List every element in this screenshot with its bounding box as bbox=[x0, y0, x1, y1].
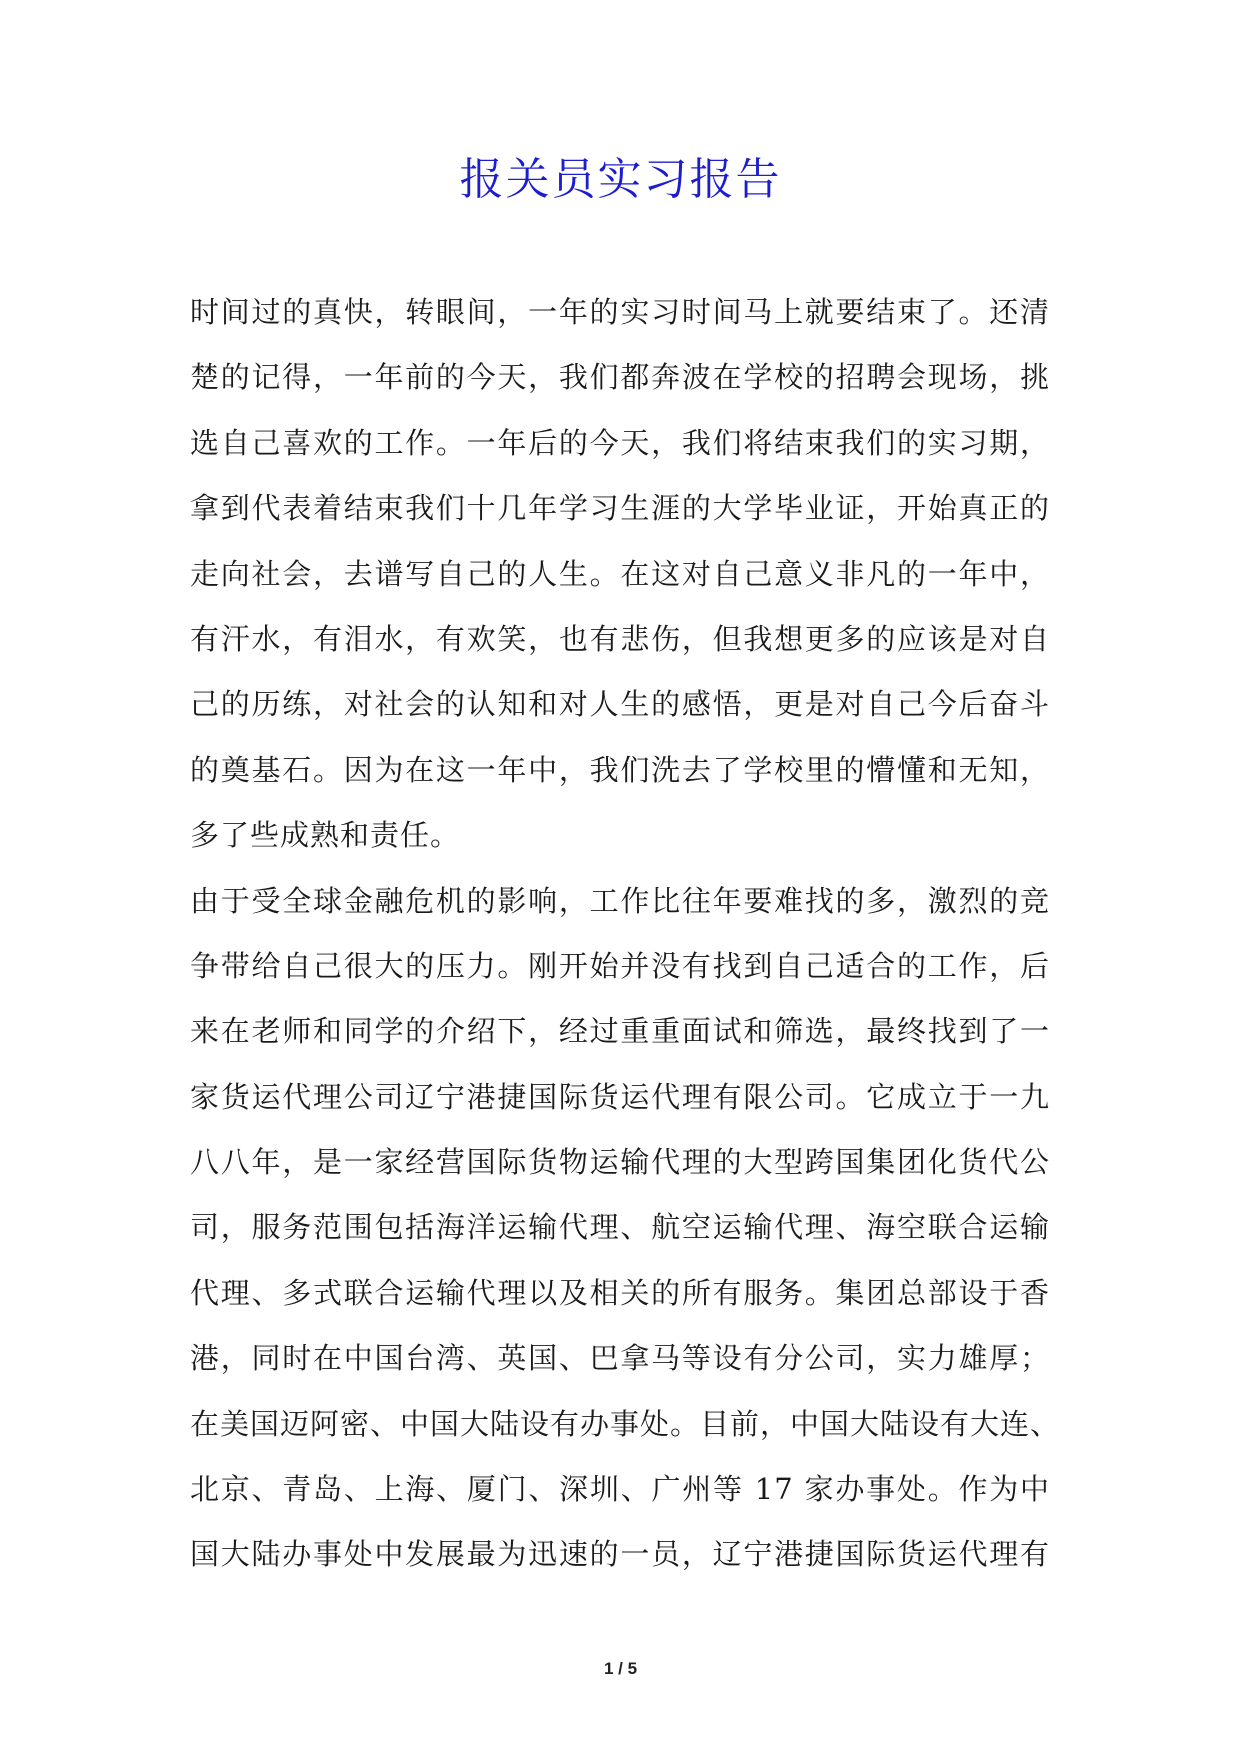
text-line: 代理、多式联合运输代理以及相关的所有服务。集团总部设于香 bbox=[190, 1275, 1050, 1310]
text-line: 八八年，是一家经营国际货物运输代理的大型跨国集团化货代公 bbox=[190, 1145, 1050, 1180]
text-line: 楚的记得，一年前的今天，我们都奔波在学校的招聘会现场，挑 bbox=[190, 360, 1050, 395]
text-line: 国大陆办事处中发展最为迅速的一员，辽宁港捷国际货运代理有 bbox=[190, 1537, 1050, 1572]
paragraph-2 bbox=[190, 869, 1061, 1588]
page-number: 1 / 5 bbox=[603, 1659, 638, 1678]
text-line: 港，同时在中国台湾、英国、巴拿马等设有分公司，实力雄厚； bbox=[190, 1341, 1050, 1376]
text-line: 拿到代表着结束我们十几年学习生涯的大学毕业证，开始真正的 bbox=[190, 491, 1050, 526]
text-line: 家货运代理公司辽宁港捷国际货运代理有限公司。它成立于一九 bbox=[190, 1079, 1050, 1114]
text-line: 的奠基石。因为在这一年中，我们洗去了学校里的懵懂和无知， bbox=[190, 752, 1050, 787]
text-line: 由于受全球金融危机的影响，工作比往年要难找的多，激烈的竞 bbox=[190, 883, 1050, 918]
text-line: 北京、青岛、上海、厦门、深圳、广州等 17 家办事处。作为中 bbox=[190, 1472, 1050, 1507]
text-line: 来在老师和同学的介绍下，经过重重面试和筛选，最终找到了一 bbox=[190, 1014, 1050, 1049]
text-line: 己的历练，对社会的认知和对人生的感悟，更是对自己今后奋斗 bbox=[190, 687, 1050, 722]
paragraph-1 bbox=[190, 280, 1050, 869]
text-line: 多了些成熟和责任。 bbox=[190, 818, 461, 853]
document-title: 报关员实习报告 bbox=[459, 154, 782, 205]
text-line: 有汗水，有泪水，有欢笑，也有悲伤，但我想更多的应该是对自 bbox=[190, 621, 1050, 656]
text-line: 争带给自己很大的压力。刚开始并没有找到自己适合的工作，后 bbox=[190, 948, 1050, 983]
text-line: 司，服务范围包括海洋运输代理、航空运输代理、海空联合运输 bbox=[190, 1210, 1050, 1245]
text-line: 走向社会，去谱写自己的人生。在这对自己意义非凡的一年中， bbox=[190, 556, 1050, 591]
text-line: 时间过的真快，转眼间，一年的实习时间马上就要结束了。还清 bbox=[190, 295, 1050, 329]
text-line: 在美国迈阿密、中国大陆设有办事处。目前，中国大陆设有大连、 bbox=[190, 1406, 1061, 1441]
document-body bbox=[190, 280, 1061, 1588]
text-line: 选自己喜欢的工作。一年后的今天，我们将结束我们的实习期， bbox=[190, 425, 1050, 460]
